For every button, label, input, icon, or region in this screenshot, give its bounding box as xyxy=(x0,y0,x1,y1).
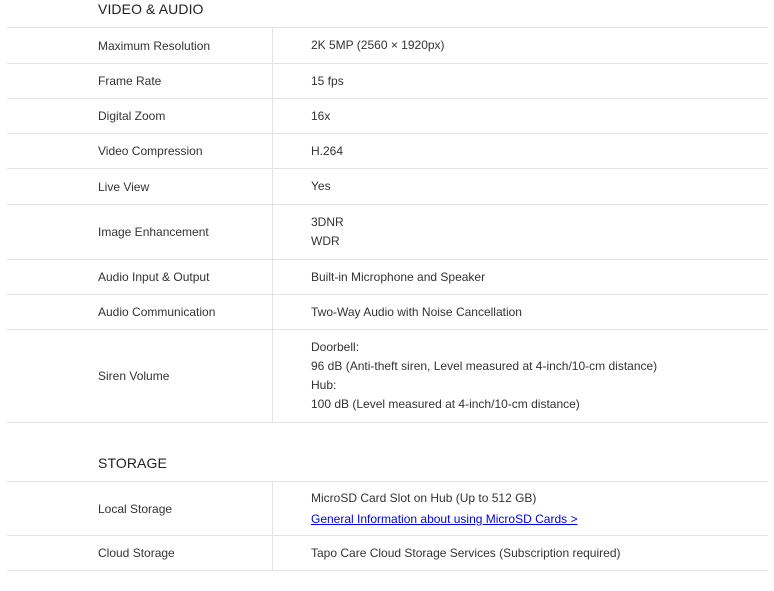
spec-value-line: Tapo Care Cloud Storage Services (Subscription required) xyxy=(311,545,621,560)
section-title-video-audio: VIDEO & AUDIO xyxy=(98,1,204,17)
spec-value xyxy=(273,64,768,98)
spec-value-line: WDR xyxy=(311,234,340,248)
spec-label: Local Storage xyxy=(7,482,273,535)
spec-value-line: Yes xyxy=(311,179,331,193)
spec-value xyxy=(273,330,768,422)
spec-value-line: 16x xyxy=(311,108,331,123)
spec-label: Audio Communication xyxy=(7,295,273,329)
spec-row-audio-communication xyxy=(7,295,768,330)
spec-value xyxy=(273,169,768,204)
spec-label: Digital Zoom xyxy=(7,99,273,133)
spec-value xyxy=(273,134,768,168)
spec-table-storage xyxy=(7,481,768,571)
microsd-info-link[interactable]: General Information about using MicroSD Cards > xyxy=(311,511,578,526)
spec-value-line: Built-in Microphone and Speaker xyxy=(311,269,486,284)
spec-value-line: 3DNR xyxy=(311,215,344,229)
spec-label: Frame Rate xyxy=(7,64,273,98)
spec-row-digital-zoom xyxy=(7,99,768,134)
spec-row-local-storage xyxy=(7,482,768,536)
spec-label: Maximum Resolution xyxy=(7,28,273,63)
spec-row-maximum-resolution xyxy=(7,28,768,64)
spec-row-audio-input-output xyxy=(7,260,768,295)
spec-value-line: H.264 xyxy=(311,143,344,158)
spec-value xyxy=(273,28,768,63)
spec-value xyxy=(273,295,768,329)
spec-value-line: Two-Way Audio with Noise Cancellation xyxy=(311,304,522,319)
spec-value xyxy=(273,482,768,535)
spec-value xyxy=(273,536,768,570)
spec-row-frame-rate xyxy=(7,64,768,99)
spec-row-cloud-storage xyxy=(7,536,768,571)
spec-table-video-audio xyxy=(7,27,768,423)
spec-value-line: 96 dB (Anti-theft siren, Level measured at 4-inch/10-cm distance) xyxy=(311,359,658,373)
section-title-storage: STORAGE xyxy=(98,455,167,471)
spec-value xyxy=(273,205,768,259)
spec-value-line: MicroSD Card Slot on Hub (Up to 512 GB) xyxy=(311,490,537,505)
spec-row-image-enhancement xyxy=(7,205,768,260)
spec-label: Image Enhancement xyxy=(7,205,273,259)
spec-value xyxy=(273,99,768,133)
spec-row-video-compression xyxy=(7,134,768,169)
spec-label: Cloud Storage xyxy=(7,536,273,570)
spec-label: Video Compression xyxy=(7,134,273,168)
spec-value xyxy=(273,260,768,294)
spec-value-line: 15 fps xyxy=(311,73,344,88)
spec-value-line: 2K 5MP (2560 × 1920px) xyxy=(311,38,445,52)
spec-row-live-view xyxy=(7,169,768,205)
spec-label: Audio Input & Output xyxy=(7,260,273,294)
spec-value-line: 100 dB (Level measured at 4-inch/10-cm distance) xyxy=(311,397,580,411)
spec-value-line: Doorbell: xyxy=(311,340,360,354)
spec-row-siren-volume xyxy=(7,330,768,423)
spec-label: Live View xyxy=(7,169,273,204)
spec-label: Siren Volume xyxy=(7,330,273,422)
spec-value-line: Hub: xyxy=(311,378,337,392)
